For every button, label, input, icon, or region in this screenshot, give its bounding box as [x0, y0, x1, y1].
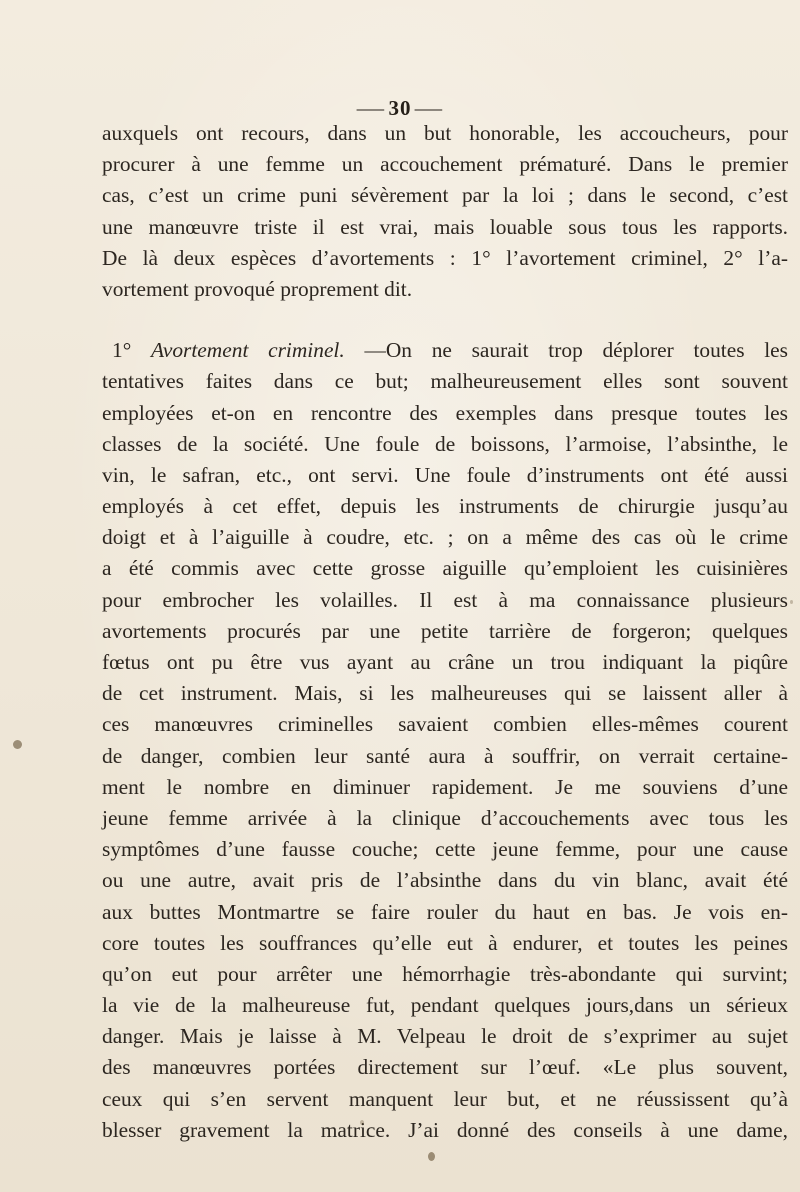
text-line: ceux qui s’en servent manquent leur but, et ne réussissent qu’à [102, 1086, 788, 1111]
text-line: aux buttes Montmartre se faire rouler du haut en bas. Je vois en- [102, 899, 788, 924]
text-line: des manœuvres portées directement sur l’œuf. «Le plus souvent, [102, 1055, 788, 1080]
text-line: danger. Mais je laisse à M. Velpeau le droit de s’exprimer au sujet [102, 1024, 788, 1049]
section-heading: Avortement criminel. [150, 338, 345, 363]
text-line: blesser gravement la matrice. J’ai donné des conseils à une dame, [102, 1117, 788, 1142]
text-line: employés à cet effet, depuis les instruments de chirurgie jusqu’au [102, 494, 788, 519]
paragraph-1 [102, 118, 788, 305]
text-line: tentatives faites dans ce but; malheureusement elles sont souvent [102, 369, 788, 394]
text-line: De là deux espèces d’avortements : 1° l’avortement criminel, 2° l’a- [102, 245, 788, 270]
text-line: ou une autre, avait pris de l’absinthe dans du vin blanc, avait été [102, 868, 788, 893]
paper-stain [790, 600, 793, 604]
text-line: la vie de la malheureuse fut, pendant quelques jours,dans un sérieux [102, 993, 788, 1018]
paper-stain [360, 1120, 364, 1125]
text-line: ces manœuvres criminelles savaient combien elles-mêmes courent [102, 712, 788, 737]
page-number-value: 30 [388, 96, 412, 120]
text-line: de cet instrument. Mais, si les malheureuses qui se laissent aller à [102, 681, 788, 706]
text-line: fœtus ont pu être vus ayant au crâne un trou indiquant la piqûre [102, 650, 788, 674]
text-line: core toutes les souffrances qu’elle eut à endurer, et toutes les peines [102, 930, 788, 955]
text-line: avortements procurés par une petite tarrière de forgeron; quelques [102, 618, 788, 643]
text-line: doigt et à l’aiguille à coudre, etc. ; on a même des cas où le crime [102, 525, 788, 550]
page-number-dash-right: — [414, 96, 444, 120]
text-line: une manœuvre triste il est vrai, mais louable sous tous les rapports. [102, 214, 788, 239]
paragraph-2 [102, 335, 788, 1146]
text-line: employées et-on en rencontre des exemples dans presque toutes les [102, 400, 788, 425]
text-line: ment le nombre en diminuer rapidement. Je me souviens d’une [102, 774, 788, 799]
text-line: pour embrocher les volailles. Il est à ma connaissance plusieurs [102, 587, 788, 612]
text-line: qu’on eut pour arrêter une hémorrhagie très-abondante qui survint; [102, 961, 788, 986]
text-line: jeune femme arrivée à la clinique d’accouchements avec tous les [102, 805, 788, 830]
text-line: vortement provoqué proprement dit. [102, 276, 413, 301]
text-line: de danger, combien leur santé aura à souffrir, on verrait certaine- [102, 743, 788, 768]
text-line: procurer à une femme un accouchement prématuré. Dans le premier [102, 152, 788, 177]
paper-stain [428, 1152, 435, 1161]
text-line: classes de la société. Une foule de boissons, l’armoise, l’absinthe, le [102, 431, 788, 456]
heading-line-rest: —On ne saurait trop déplorer toutes les [364, 338, 789, 363]
text-line: a été commis avec cette grosse aiguille qu’emploient les cuisinières [102, 556, 788, 581]
paragraph-spacer [102, 305, 788, 335]
section-number: 1° [112, 338, 132, 363]
text-line-heading [102, 335, 788, 366]
text-line: cas, c’est un crime puni sévèrement par la loi ; dans le second, c’est [102, 183, 788, 208]
text-line: vin, le safran, etc., ont servi. Une foule d’instruments ont été aussi [102, 462, 788, 487]
body-text [102, 118, 788, 1146]
text-line: symptômes d’une fausse couche; cette jeune femme, pour une cause [102, 837, 788, 862]
page-number-dash-left: — [356, 96, 386, 120]
paper-stain [13, 740, 22, 749]
text-line: auxquels ont recours, dans un but honorable, les accoucheurs, pour [102, 121, 788, 145]
